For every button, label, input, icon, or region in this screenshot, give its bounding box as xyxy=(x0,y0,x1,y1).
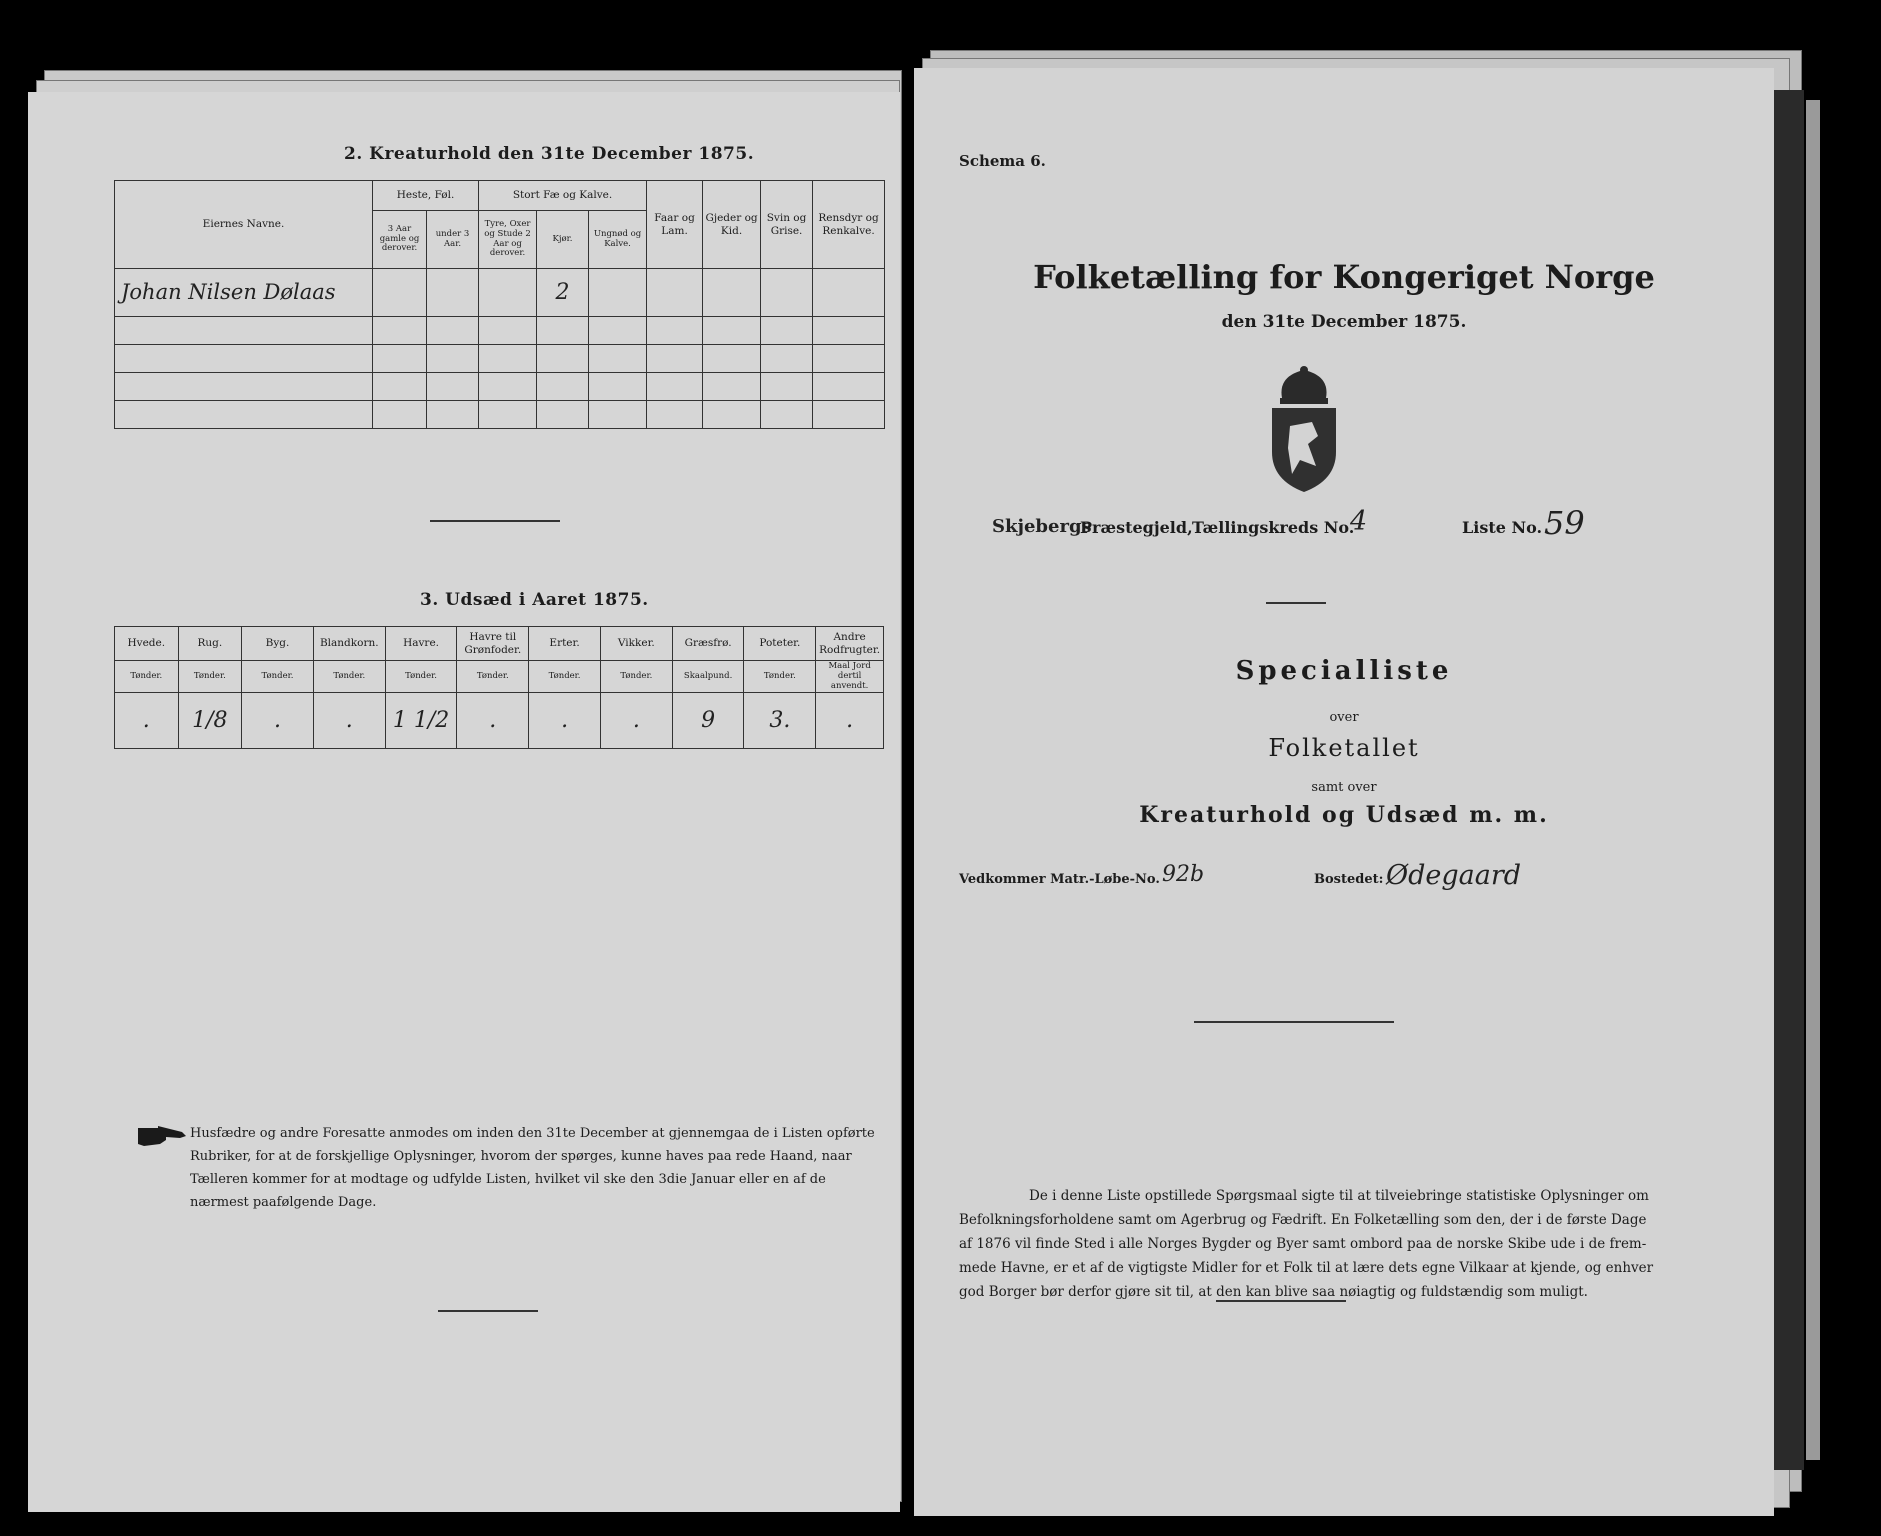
sowing-value-cell: 1/8 xyxy=(178,693,242,749)
district-number: 4 xyxy=(1350,506,1368,537)
sowing-unit-header: Tønder. xyxy=(600,661,672,693)
sowing-value-cell: 1 1/2 xyxy=(385,693,457,749)
owner-name-cell xyxy=(115,373,373,401)
notice-line: nærmest paafølgende Dage. xyxy=(190,1195,377,1210)
header-svin: Svin og Grise. xyxy=(761,181,813,269)
bostedet-label: Bostedet: xyxy=(1314,872,1384,887)
livestock-cell xyxy=(703,317,761,345)
sowing-column-header: Rug. xyxy=(178,627,242,661)
livestock-cell xyxy=(813,373,885,401)
list-label: Liste No. xyxy=(1462,518,1543,537)
sowing-unit-row xyxy=(115,661,884,693)
livestock-cell xyxy=(813,345,885,373)
parish-label: Præstegjeld, xyxy=(1080,518,1193,537)
livestock-cell xyxy=(537,373,589,401)
samt-over-text: samt over xyxy=(1311,780,1377,795)
livestock-cell xyxy=(589,317,647,345)
over-text: over xyxy=(1329,710,1359,725)
matr-label: Vedkommer Matr.-Løbe-No. xyxy=(959,872,1160,887)
parish-name: Skjebergs xyxy=(992,516,1092,537)
livestock-cell xyxy=(373,373,427,401)
divider-line xyxy=(430,520,560,522)
sowing-unit-header: Tønder. xyxy=(457,661,529,693)
livestock-cell xyxy=(589,269,647,317)
footer-line: god Borger bør derfor gjøre sit til, at den kan blive saa nøiagtig og fuldstændig som muligt. xyxy=(959,1284,1588,1300)
notice-line: Husfædre og andre Foresatte anmodes om inden den 31te December at gjennemgaa de i Listen opførte xyxy=(190,1126,875,1141)
livestock-cell xyxy=(647,317,703,345)
sowing-column-header: Poteter. xyxy=(744,627,816,661)
livestock-cell xyxy=(537,345,589,373)
sowing-unit-header: Tønder. xyxy=(178,661,242,693)
livestock-cell xyxy=(703,269,761,317)
sowing-value-cell: 9 xyxy=(672,693,744,749)
footer-line: De i denne Liste opstillede Spørgsmaal sigte til at tilveiebringe statistiske Oplysninger om xyxy=(1029,1188,1649,1204)
footer-line: Befolkningsforholdene samt om Agerbrug og Fædrift. En Folketælling som den, der i de første Dage xyxy=(959,1212,1647,1228)
sowing-unit-header: Tønder. xyxy=(744,661,816,693)
section2-title: 2. Kreaturhold den 31te December 1875. xyxy=(344,144,755,164)
sowing-value-row xyxy=(115,693,884,749)
sowing-unit-header: Tønder. xyxy=(115,661,179,693)
sowing-unit-header: Tønder. xyxy=(313,661,385,693)
right-page xyxy=(914,68,1774,1516)
sowing-column-header: Andre Rodfrugter. xyxy=(816,627,884,661)
livestock-cell xyxy=(479,269,537,317)
coat-of-arms-icon xyxy=(1262,364,1346,496)
footer-line: mede Havne, er et af de vigtigste Midler for et Folk til at lære dets egne Vilkaar at kjende, og enhver xyxy=(959,1260,1654,1276)
kreaturhold-heading: Kreaturhold og Udsæd m. m. xyxy=(1139,802,1549,828)
header-faar: Faar og Lam. xyxy=(647,181,703,269)
sowing-unit-header: Maal Jord dertil anvendt. xyxy=(816,661,884,693)
header-heste-under3: under 3 Aar. xyxy=(427,211,479,269)
livestock-cell xyxy=(761,269,813,317)
document-title: Folketælling for Kongeriget Norge xyxy=(1033,258,1655,296)
table-row xyxy=(115,345,885,373)
livestock-cell xyxy=(479,345,537,373)
owner-name-cell xyxy=(115,345,373,373)
livestock-cell xyxy=(589,345,647,373)
left-page xyxy=(28,92,900,1512)
livestock-cell xyxy=(537,317,589,345)
livestock-cell: 2 xyxy=(537,269,589,317)
page-edge-light xyxy=(1806,100,1820,1460)
bostedet-value: Ødegaard xyxy=(1386,860,1522,891)
livestock-cell xyxy=(813,401,885,429)
livestock-cell xyxy=(761,345,813,373)
header-kjor: Kjør. xyxy=(537,211,589,269)
schema-label: Schema 6. xyxy=(959,152,1046,170)
livestock-cell xyxy=(373,317,427,345)
livestock-cell xyxy=(813,269,885,317)
page-edge-dark xyxy=(1770,90,1804,1470)
section3-title: 3. Udsæd i Aaret 1875. xyxy=(420,590,649,610)
owner-name-cell xyxy=(115,401,373,429)
location-line xyxy=(992,504,1752,556)
sowing-value-cell: . xyxy=(242,693,314,749)
livestock-cell xyxy=(813,317,885,345)
livestock-cell xyxy=(703,373,761,401)
bottom-divider-line xyxy=(438,1310,538,1312)
sowing-value-cell: . xyxy=(115,693,179,749)
livestock-rows xyxy=(115,269,885,429)
livestock-cell xyxy=(373,401,427,429)
owner-name-cell xyxy=(115,317,373,345)
header-heste: Heste, Føl. xyxy=(373,181,479,211)
livestock-cell xyxy=(479,373,537,401)
livestock-cell xyxy=(703,401,761,429)
list-number: 59 xyxy=(1544,504,1585,542)
heading-specialliste: Specialliste xyxy=(1235,656,1453,686)
folketallet: Folketallet xyxy=(1268,734,1420,762)
footer-line: af 1876 vil finde Sted i alle Norges Bygder og Byer samt ombord paa de norske Skibe ude i de frem- xyxy=(959,1236,1647,1252)
livestock-cell xyxy=(427,269,479,317)
livestock-cell xyxy=(589,373,647,401)
header-rensdyr: Rensdyr og Renkalve. xyxy=(813,181,885,269)
table-row xyxy=(115,373,885,401)
owner-name-cell: Johan Nilsen Dølaas xyxy=(115,269,373,317)
document-subtitle: den 31te December 1875. xyxy=(1221,312,1467,332)
notice-text xyxy=(190,1122,890,1214)
footer-text xyxy=(959,1184,1759,1304)
livestock-cell xyxy=(647,345,703,373)
livestock-cell xyxy=(647,401,703,429)
livestock-cell xyxy=(761,401,813,429)
table-row xyxy=(115,401,885,429)
livestock-cell xyxy=(761,317,813,345)
livestock-cell xyxy=(427,401,479,429)
divider-line xyxy=(1194,1021,1394,1023)
matr-number: 92b xyxy=(1162,862,1205,887)
livestock-cell xyxy=(427,373,479,401)
livestock-cell xyxy=(537,401,589,429)
header-gjeder: Gjeder og Kid. xyxy=(703,181,761,269)
sowing-column-header: Erter. xyxy=(529,627,601,661)
header-tyre: Tyre, Oxer og Stude 2 Aar og derover. xyxy=(479,211,537,269)
livestock-cell xyxy=(427,345,479,373)
sowing-value-cell: . xyxy=(457,693,529,749)
sowing-column-header: Hvede. xyxy=(115,627,179,661)
table-row xyxy=(115,269,885,317)
sowing-unit-header: Tønder. xyxy=(385,661,457,693)
pointing-hand-icon xyxy=(136,1124,188,1150)
livestock-cell xyxy=(589,401,647,429)
notice-line: Tælleren kommer for at modtage og udfylde Listen, hvilket vil ske den 3die Januar eller en af de xyxy=(190,1172,826,1187)
livestock-cell xyxy=(479,401,537,429)
header-stort-fae: Stort Fæ og Kalve. xyxy=(479,181,647,211)
sowing-unit-header: Tønder. xyxy=(242,661,314,693)
sowing-value-cell: . xyxy=(816,693,884,749)
sowing-column-header: Vikker. xyxy=(600,627,672,661)
notice-line: Rubriker, for at de forskjellige Oplysninger, hvorom der spørges, kunne haves paa rede Haand, naar xyxy=(190,1149,852,1164)
sowing-unit-header: Tønder. xyxy=(529,661,601,693)
sowing-column-header: Havre til Grønfoder. xyxy=(457,627,529,661)
table-row xyxy=(115,317,885,345)
sowing-unit-header: Skaalpund. xyxy=(672,661,744,693)
sowing-column-header: Byg. xyxy=(242,627,314,661)
header-owner: Eiernes Navne. xyxy=(115,181,373,269)
header-ungnod: Ungnød og Kalve. xyxy=(589,211,647,269)
livestock-table xyxy=(114,180,885,429)
sowing-value-cell: . xyxy=(313,693,385,749)
livestock-cell xyxy=(373,345,427,373)
bottom-divider-line xyxy=(1216,1300,1346,1302)
header-heste-3aar: 3 Aar gamle og derover. xyxy=(373,211,427,269)
district-label: Tællingskreds No. xyxy=(1192,518,1355,537)
sowing-table xyxy=(114,626,884,749)
livestock-cell xyxy=(427,317,479,345)
sowing-value-cell: . xyxy=(529,693,601,749)
livestock-cell xyxy=(647,269,703,317)
sowing-column-header: Græsfrø. xyxy=(672,627,744,661)
livestock-cell xyxy=(479,317,537,345)
sowing-column-header: Blandkorn. xyxy=(313,627,385,661)
livestock-cell xyxy=(703,345,761,373)
livestock-cell xyxy=(373,269,427,317)
sowing-column-header: Havre. xyxy=(385,627,457,661)
livestock-cell xyxy=(761,373,813,401)
livestock-cell xyxy=(647,373,703,401)
divider-line xyxy=(1266,602,1326,604)
sowing-value-cell: 3. xyxy=(744,693,816,749)
sowing-value-cell: . xyxy=(600,693,672,749)
sowing-label-row xyxy=(115,627,884,661)
